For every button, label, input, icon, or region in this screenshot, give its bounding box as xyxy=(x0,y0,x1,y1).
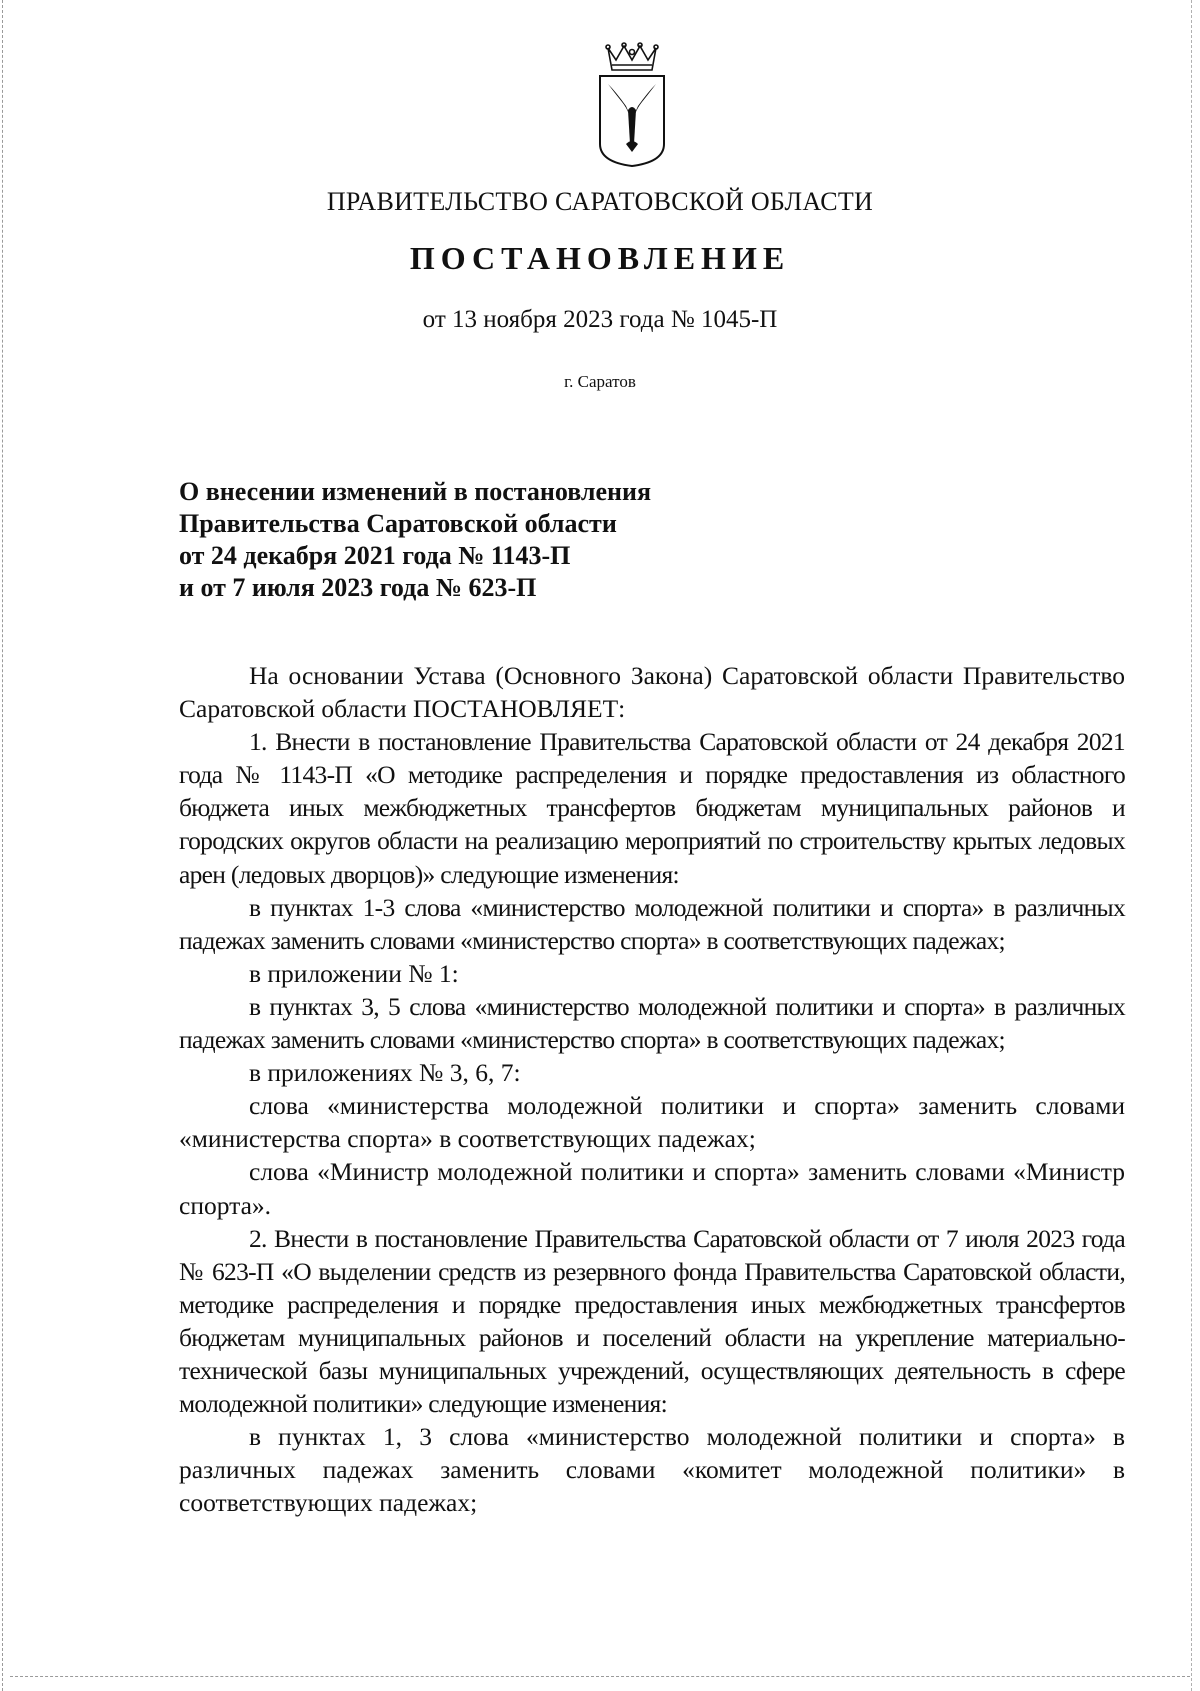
body-paragraph: в приложениях № 3, 6, 7: xyxy=(249,1058,521,1088)
title-line: от 24 декабря 2021 года № 1143-П xyxy=(179,541,571,570)
preamble-paragraph: На основании Устава (Основного Закона) Саратовской области Правительство Саратовской области ПОСТАНОВЛЯЕТ: xyxy=(179,661,1125,724)
body-paragraph: в пунктах 1, 3 слова «министерство молодежной политики и спорта» в различных падежах заменить словами «комитет молодежной политики» в соответствующих падежах; xyxy=(179,1422,1125,1518)
title-line: и от 7 июля 2023 года № 623-П xyxy=(179,573,537,602)
document-date-number: от 13 ноября 2023 года № 1045-П xyxy=(422,306,778,333)
document-type: ПОСТАНОВЛЕНИЕ xyxy=(409,240,791,276)
saratov-coat-of-arms-icon xyxy=(594,40,670,168)
document-title xyxy=(179,476,879,604)
body-paragraph: слова «Министр молодежной политики и спорта» заменить словами «Министр спорта». xyxy=(179,1157,1125,1220)
body-paragraph: слова «министерства молодежной политики и спорта» заменить словами «министерства спорта» в соответствующих падежах; xyxy=(179,1091,1125,1154)
document-city: г. Саратов xyxy=(564,372,636,391)
body-paragraph: в пунктах 1-3 слова «министерство молодежной политики и спорта» в различных падежах заменить словами «министерство спорта» в соответствующих падежах; xyxy=(179,892,1125,955)
title-line: Правительства Саратовской области xyxy=(179,509,617,538)
body-paragraph: в приложении № 1: xyxy=(249,958,459,988)
body-paragraph: в пунктах 3, 5 слова «министерство молодежной политики и спорта» в различных падежах заменить словами «министерство спорта» в соответствующих падежах; xyxy=(179,991,1125,1055)
title-line: О внесении изменений в постановления xyxy=(179,477,652,506)
document-body xyxy=(179,659,1125,1519)
government-name: ПРАВИТЕЛЬСТВО САРАТОВСКОЙ ОБЛАСТИ xyxy=(326,187,874,216)
clause-2-paragraph: 2. Внести в постановление Правительства Саратовской области от 7 июля 2023 года № 623-П «О выделении средств из резервного фонда Правительства Саратовской области, методике распределения и порядке предоставления иных межбюджетных трансфертов бюджетам муниципальных районов и поселений области на укрепление материально-технической базы муниципальных учреждений, осуществляющих деятельность в сфере молодежной политики» следующие изменения: xyxy=(179,1223,1125,1419)
scan-edge-bottom xyxy=(10,1676,1190,1678)
clause-1-paragraph: 1. Внести в постановление Правительства Саратовской области от 24 декабря 2021 года № 1143-П «О методике распределения и порядке предоставления из областного бюджета иных межбюджетных трансфертов бюджетам муниципальных районов и городских округов области на реализацию мероприятий по строительству крытых ледовых арен (ледовых дворцов)» следующие изменения: xyxy=(179,727,1125,889)
